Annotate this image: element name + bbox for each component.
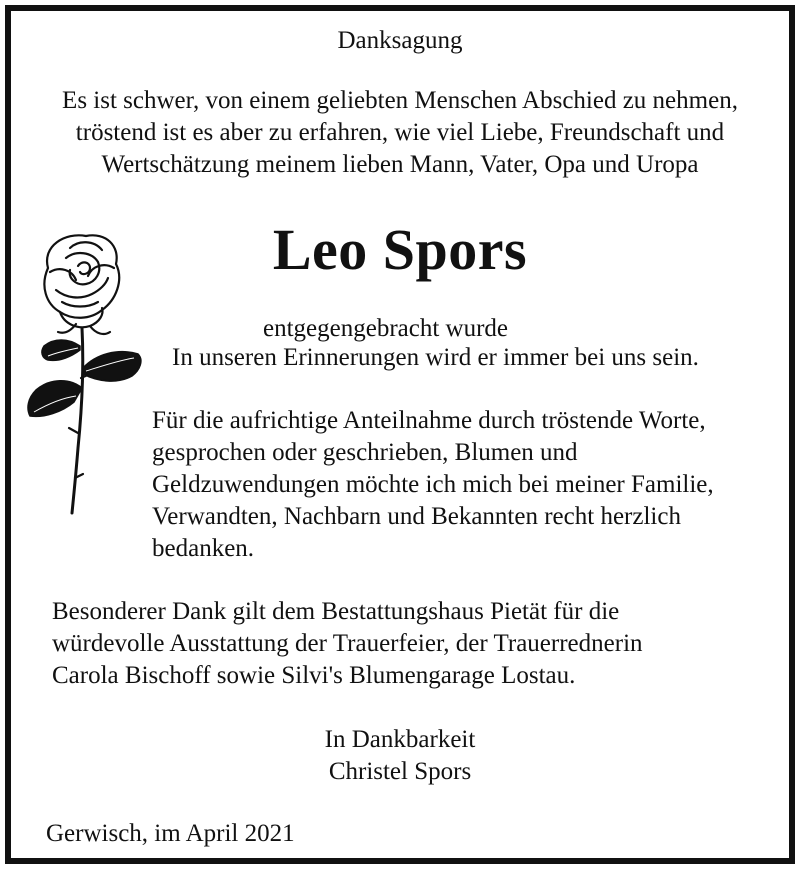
- special-thanks-line: Besonderer Dank gilt dem Bestattungshaus Pietät für die: [52, 598, 620, 625]
- place-date: Gerwisch, im April 2021: [46, 820, 295, 847]
- closing-line: In Dankbarkeit: [324, 726, 476, 753]
- special-thanks-line: Carola Bischoff sowie Silvi's Blumengarage Lostau.: [52, 662, 576, 689]
- intro-line: Es ist schwer, von einem geliebten Menschen Abschied zu nehmen,: [62, 87, 738, 114]
- signature: Christel Spors: [328, 758, 472, 785]
- thanks-line: bedanken.: [152, 535, 255, 562]
- thanks-line: Geldzuwendungen möchte ich mich bei meiner Familie,: [152, 471, 714, 498]
- memory-line: In unseren Erinnerungen wird er immer bei uns sein.: [172, 344, 699, 371]
- thanks-line: Verwandten, Nachbarn und Bekannten recht herzlich: [152, 503, 681, 530]
- intro-line: Wertschätzung meinem lieben Mann, Vater, Opa und Uropa: [101, 151, 699, 178]
- thanks-line: Für die aufrichtige Anteilnahme durch tröstende Worte,: [152, 407, 706, 434]
- deceased-name: Leo Spors: [272, 217, 528, 282]
- notice-heading: Danksagung: [337, 27, 463, 54]
- intro-line: tröstend ist es aber zu erfahren, wie viel Liebe, Freundschaft und: [75, 119, 725, 146]
- special-thanks-line: würdevolle Ausstattung der Trauerfeier, der Trauerrednerin: [52, 630, 643, 657]
- rose-icon: [20, 228, 150, 518]
- thanks-line: gesprochen oder geschrieben, Blumen und: [152, 439, 578, 466]
- after-name-line: entgegengebracht wurde: [263, 315, 509, 342]
